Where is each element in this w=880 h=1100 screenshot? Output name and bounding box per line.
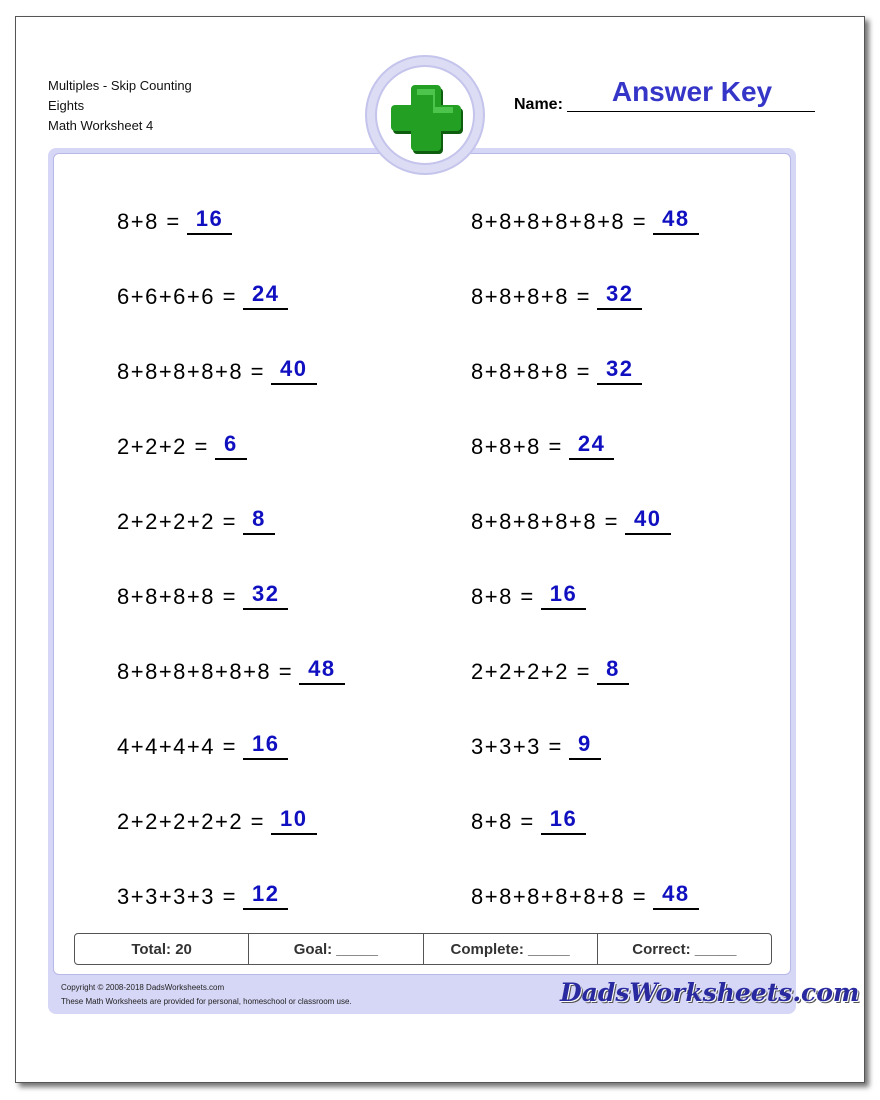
answer-blank: 40 xyxy=(271,356,316,385)
answer-blank: 48 xyxy=(653,206,698,235)
answer-blank: 8 xyxy=(597,656,629,685)
problem-expression: 6+6+6+6 = xyxy=(117,284,237,309)
problem-expression: 8+8+8+8+8+8 = xyxy=(117,659,294,684)
problem-expression: 3+3+3 = xyxy=(471,734,563,759)
problem-left-3 xyxy=(117,356,317,385)
answer-blank: 48 xyxy=(299,656,344,685)
problem-left-9 xyxy=(117,806,317,835)
problem-left-2 xyxy=(117,281,288,310)
problem-expression: 2+2+2 = xyxy=(117,434,209,459)
problem-expression: 8+8+8+8 = xyxy=(471,284,591,309)
answer-blank: 32 xyxy=(243,581,288,610)
copyright-text: Copyright © 2008-2018 DadsWorksheets.com xyxy=(61,983,225,992)
answer-blank: 16 xyxy=(541,581,586,610)
worksheet-number: Math Worksheet 4 xyxy=(48,118,154,133)
score-bar xyxy=(74,933,772,965)
green-plus-icon xyxy=(377,67,473,163)
score-goal: Goal: _____ xyxy=(249,934,423,964)
answer-key-title: Answer Key xyxy=(611,76,773,107)
problem-expression: 8+8+8+8 = xyxy=(471,359,591,384)
problem-right-7 xyxy=(471,656,629,685)
problem-expression: 3+3+3+3 = xyxy=(117,884,237,909)
problem-left-4 xyxy=(117,431,247,460)
answer-blank: 16 xyxy=(187,206,232,235)
answer-blank: 32 xyxy=(597,281,642,310)
problem-left-1 xyxy=(117,206,232,235)
problem-right-1 xyxy=(471,206,699,235)
answer-blank: 24 xyxy=(569,431,614,460)
problem-expression: 8+8+8+8+8 = xyxy=(471,509,620,534)
answer-blank: 16 xyxy=(541,806,586,835)
name-line xyxy=(567,111,815,112)
problem-right-4 xyxy=(471,431,614,460)
problem-right-6 xyxy=(471,581,586,610)
score-correct: Correct: _____ xyxy=(632,940,737,958)
answer-blank: 6 xyxy=(215,431,247,460)
name-label: Name: xyxy=(514,96,563,113)
problem-expression: 8+8+8+8 = xyxy=(117,584,237,609)
answer-blank: 8 xyxy=(243,506,275,535)
problem-expression: 8+8+8+8+8+8 = xyxy=(471,884,648,909)
problems-panel-inner xyxy=(53,153,791,975)
worksheet-subtopic: Eights xyxy=(48,98,85,113)
problem-right-8 xyxy=(471,731,601,760)
problem-left-5 xyxy=(117,506,275,535)
problem-expression: 2+2+2+2 = xyxy=(117,509,237,534)
problem-left-8 xyxy=(117,731,288,760)
answer-blank: 12 xyxy=(243,881,288,910)
problem-expression: 4+4+4+4 = xyxy=(117,734,237,759)
problem-expression: 8+8+8+8+8 = xyxy=(117,359,266,384)
problem-right-10 xyxy=(471,881,699,910)
answer-blank: 32 xyxy=(597,356,642,385)
worksheet-topic: Multiples - Skip Counting xyxy=(48,78,192,93)
problem-expression: 8+8 = xyxy=(471,809,535,834)
problem-right-2 xyxy=(471,281,642,310)
answer-blank: 40 xyxy=(625,506,670,535)
problem-expression: 2+2+2+2 = xyxy=(471,659,591,684)
score-total: Total: 20 xyxy=(75,934,249,964)
answer-blank: 48 xyxy=(653,881,698,910)
logo-badge xyxy=(365,55,485,175)
problem-right-9 xyxy=(471,806,586,835)
answer-blank: 10 xyxy=(271,806,316,835)
problem-expression: 8+8 = xyxy=(117,209,181,234)
dadsworksheets-logo: DadsWorksheets.com xyxy=(560,978,860,1007)
problem-expression: 8+8+8+8+8+8 = xyxy=(471,209,648,234)
problem-left-7 xyxy=(117,656,345,685)
answer-blank: 9 xyxy=(569,731,601,760)
answer-blank: 16 xyxy=(243,731,288,760)
problem-left-6 xyxy=(117,581,288,610)
problem-right-3 xyxy=(471,356,642,385)
problem-left-10 xyxy=(117,881,288,910)
problem-expression: 2+2+2+2+2 = xyxy=(117,809,266,834)
score-complete: Complete: _____ xyxy=(424,934,598,964)
problem-expression: 8+8 = xyxy=(471,584,535,609)
problem-right-5 xyxy=(471,506,671,535)
usage-note: These Math Worksheets are provided for personal, homeschool or classroom use. xyxy=(61,997,352,1006)
answer-blank: 24 xyxy=(243,281,288,310)
problem-expression: 8+8+8 = xyxy=(471,434,563,459)
